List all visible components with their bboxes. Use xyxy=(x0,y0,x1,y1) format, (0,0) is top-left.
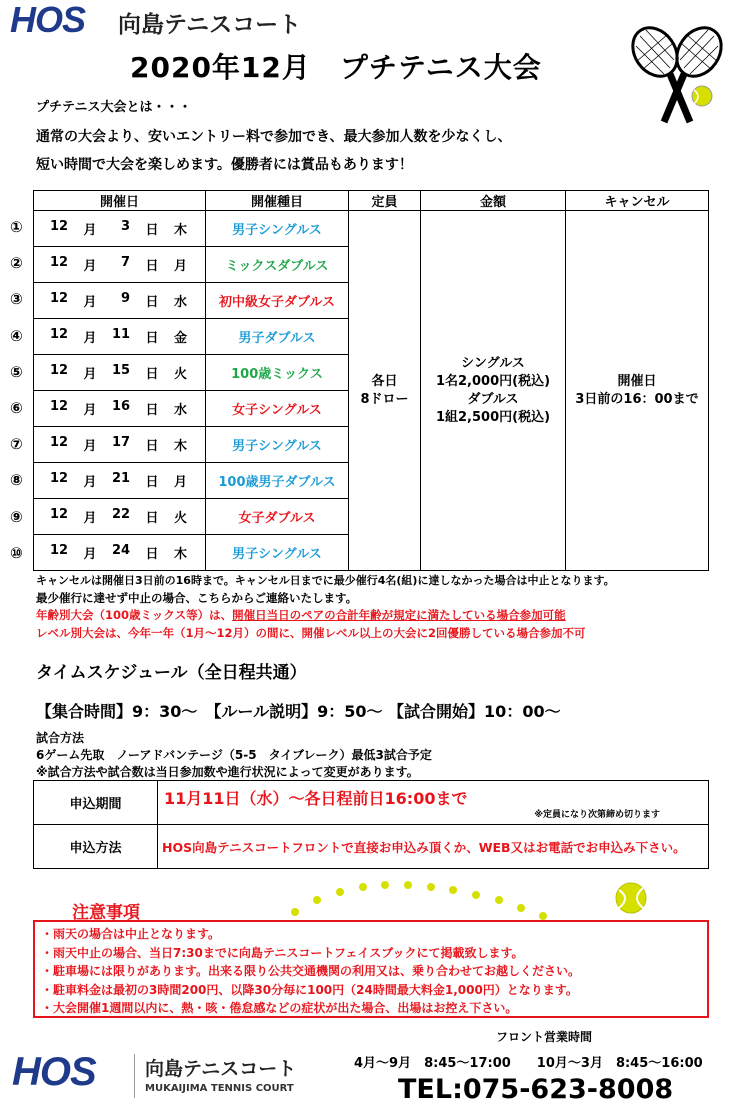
event-cell xyxy=(206,355,349,391)
event-cell xyxy=(206,427,349,463)
month-label: 月 xyxy=(83,403,97,418)
footer-tel: TEL:075-623-8008 xyxy=(398,1074,674,1105)
day-label: 日 xyxy=(145,439,159,454)
month: 12 xyxy=(50,255,69,270)
month-label: 月 xyxy=(83,259,97,274)
fee-line-2: 1名2,000円(税込) xyxy=(435,373,551,389)
weekday: 水 xyxy=(173,403,187,418)
header-capacity: 定員 xyxy=(349,191,421,211)
schedule-heading: タイムスケジュール（全日程共通） xyxy=(36,663,307,683)
date-cell xyxy=(34,283,206,319)
method-label: 試合方法 xyxy=(36,731,85,745)
month: 12 xyxy=(50,327,69,342)
footer-brand: 向島テニスコート xyxy=(145,1058,297,1080)
month: 12 xyxy=(50,435,69,450)
intro-line-1: 通常の大会より、安いエントリー料で参加でき、最大参加人数を少なくし、 xyxy=(36,129,512,145)
caution-item: ・雨天中止の場合、当日7:30までに向島テニスコートフェイスブックにて掲載致します。 xyxy=(41,945,524,960)
method-note: ※試合方法や試合数は当日参加数や進行状況によって変更があります。 xyxy=(36,765,419,779)
caution-title: 注意事項 xyxy=(72,903,140,923)
date-cell xyxy=(34,463,206,499)
event-name: 100歳男子ダブルス xyxy=(218,475,336,490)
cancel-note: キャンセルは開催日3日前の16時まで。キャンセル日までに最少催行4名(組)に達しなかった場合は中止となります。 xyxy=(36,574,615,587)
date-cell xyxy=(34,427,206,463)
header-event: 開催種目 xyxy=(206,191,349,211)
date-cell xyxy=(34,319,206,355)
event-name: 男子シングルス xyxy=(232,547,322,562)
date-cell xyxy=(34,391,206,427)
date-cell xyxy=(34,499,206,535)
date-cell xyxy=(34,211,206,247)
month: 12 xyxy=(50,471,69,486)
month-label: 月 xyxy=(83,331,97,346)
weekday: 月 xyxy=(173,259,187,274)
row-number: ⑥ xyxy=(10,399,23,417)
weekday: 火 xyxy=(173,367,187,382)
row-number: ③ xyxy=(10,290,23,309)
intro-heading: プチテニス大会とは・・・ xyxy=(36,100,192,115)
caution-item: ・駐車場には限りがあります。出来る限り公共交通機関の利用又は、乗り合わせてお越しください。 xyxy=(41,964,581,978)
row-number: ⑦ xyxy=(10,435,23,454)
header-cancel: キャンセル xyxy=(566,191,709,211)
period-label: 申込期間 xyxy=(34,781,158,825)
brand-name: 向島テニスコート xyxy=(118,12,302,38)
header-fee: 金額 xyxy=(421,191,566,211)
day: 21 xyxy=(111,471,131,486)
month-label: 月 xyxy=(83,511,97,526)
fee-line-1: シングルス xyxy=(461,355,525,371)
page-title: 2020年12月 プチテニス大会 xyxy=(130,51,542,84)
day: 9 xyxy=(120,291,131,306)
event-cell xyxy=(206,391,349,427)
month: 12 xyxy=(50,291,69,306)
month-label: 月 xyxy=(83,475,97,490)
day-label: 日 xyxy=(145,295,159,310)
event-cell xyxy=(206,211,349,247)
row-number: ⑧ xyxy=(10,471,23,490)
method-apply-cell xyxy=(158,825,709,869)
weekday: 水 xyxy=(173,295,187,310)
weekday: 月 xyxy=(173,475,187,490)
day-label: 日 xyxy=(145,367,159,382)
caution-item: ・大会開催1週間以内に、熱・咳・倦怠感などの症状が出た場合、出場はお控え下さい。 xyxy=(41,1001,518,1015)
method-text: 6ゲーム先取 ノーアドバンテージ（5-5 タイブレーク）最低3試合予定 xyxy=(36,748,432,762)
level-note: レベル別大会は、今年一年（1月～12月）の間に、開催レベル以上の大会に2回優勝している場合参加不可 xyxy=(36,626,586,640)
event-name: 100歳ミックス xyxy=(231,367,323,382)
period-note: ※定員になり次第締め切ります xyxy=(534,810,660,820)
footer-logo: HOS xyxy=(12,1050,96,1094)
weekday: 火 xyxy=(173,511,187,526)
event-cell xyxy=(206,499,349,535)
hos-logo: HOS xyxy=(10,0,86,40)
event-cell xyxy=(206,319,349,355)
fee-line-3: ダブルス xyxy=(467,391,519,407)
day-label: 日 xyxy=(145,223,159,238)
month: 12 xyxy=(50,363,69,378)
cancel-line-2: 3日前の16：00まで xyxy=(575,391,699,407)
month: 12 xyxy=(50,399,69,414)
event-name: 女子シングルス xyxy=(232,403,322,418)
hours-text: 4月～9月 8:45～17:00 10月～3月 8:45～16:00 xyxy=(354,1056,703,1071)
month-label: 月 xyxy=(83,295,97,310)
event-name: 男子シングルス xyxy=(232,223,322,238)
event-name: ミックスダブルス xyxy=(225,259,329,274)
month: 12 xyxy=(50,507,69,522)
event-name: 男子ダブルス xyxy=(238,331,316,346)
caution-box xyxy=(33,920,709,1018)
row-number: ⑩ xyxy=(10,543,23,562)
age-note xyxy=(36,607,566,623)
header-date: 開催日 xyxy=(34,191,206,211)
month-label: 月 xyxy=(83,547,97,562)
application-table xyxy=(33,780,709,869)
cancel-line-1: 開催日 xyxy=(617,373,657,389)
day: 3 xyxy=(120,219,131,234)
event-cell xyxy=(206,463,349,499)
event-name: 女子ダブルス xyxy=(238,511,316,526)
intro-line-2: 短い時間で大会を楽しめます。優勝者には賞品もあります！ xyxy=(36,157,413,173)
capacity-line-2: 8ドロー xyxy=(360,391,409,407)
cancel-cell xyxy=(566,211,709,571)
footer-brand-en: MUKAIJIMA TENNIS COURT xyxy=(145,1083,294,1094)
capacity-cell xyxy=(349,211,421,571)
weekday: 木 xyxy=(173,439,187,454)
row-number: ⑤ xyxy=(10,362,23,381)
event-name: 男子シングルス xyxy=(232,439,322,454)
day: 11 xyxy=(111,327,131,342)
period-value: 11月11日（水）～各日程前日16:00まで xyxy=(164,789,468,808)
day: 16 xyxy=(111,399,131,414)
weekday: 木 xyxy=(173,223,187,238)
date-cell xyxy=(34,355,206,391)
month: 12 xyxy=(50,543,69,558)
date-cell xyxy=(34,535,206,571)
event-name: 初中級女子ダブルス xyxy=(218,295,336,310)
capacity-line-1: 各日 xyxy=(371,373,398,389)
row-number: ⑨ xyxy=(10,507,23,526)
schedule-table xyxy=(33,190,709,571)
tennis-rackets-icon xyxy=(622,22,732,132)
table-row xyxy=(34,211,709,247)
caution-item: ・雨天の場合は中止となります。 xyxy=(41,927,221,941)
weekday: 金 xyxy=(173,331,187,346)
period-cell xyxy=(158,781,709,825)
age-note-b: 開催日当日のペアの合計年齢が規定に満たしている場合参加可能 xyxy=(232,608,566,622)
min-note: 最少催行に達せず中止の場合、こちらからご連絡いたします。 xyxy=(36,591,358,605)
caution-item: ・駐車料金は最初の3時間200円、以降30分毎に100円（24時間最大料金1,000円）となります。 xyxy=(41,982,578,997)
schedule-times: 【集合時間】9：30～ 【ルール説明】9：50～ 【試合開始】10：00～ xyxy=(36,702,561,721)
event-cell xyxy=(206,535,349,571)
method-apply-label: 申込方法 xyxy=(34,825,158,869)
event-cell xyxy=(206,247,349,283)
day-label: 日 xyxy=(145,511,159,526)
age-note-a: 年齢別大会（100歳ミックス等）は、 xyxy=(36,608,233,622)
day-label: 日 xyxy=(145,403,159,418)
day: 17 xyxy=(111,435,131,450)
fee-cell xyxy=(421,211,566,571)
day-label: 日 xyxy=(145,547,159,562)
month-label: 月 xyxy=(83,439,97,454)
method-apply-value: HOS向島テニスコートフロントで直接お申込み頂くか、WEB又はお電話でお申込み下さい。 xyxy=(162,839,686,855)
day: 22 xyxy=(111,507,131,522)
row-number: ④ xyxy=(10,326,23,345)
day: 15 xyxy=(111,363,131,378)
row-number: ① xyxy=(10,218,23,236)
row-number: ② xyxy=(10,254,23,273)
event-cell xyxy=(206,283,349,319)
fee-line-4: 1組2,500円(税込) xyxy=(435,409,551,425)
day: 24 xyxy=(111,543,131,558)
weekday: 木 xyxy=(173,547,187,562)
day-label: 日 xyxy=(145,475,159,490)
hours-label: フロント営業時間 xyxy=(496,1030,593,1044)
month-label: 月 xyxy=(83,223,97,238)
footer-divider xyxy=(134,1054,135,1098)
day: 7 xyxy=(120,255,131,270)
day-label: 日 xyxy=(145,259,159,274)
month-label: 月 xyxy=(83,367,97,382)
month: 12 xyxy=(50,219,69,234)
day-label: 日 xyxy=(145,331,159,346)
date-cell xyxy=(34,247,206,283)
bouncing-balls-icon xyxy=(285,878,655,922)
